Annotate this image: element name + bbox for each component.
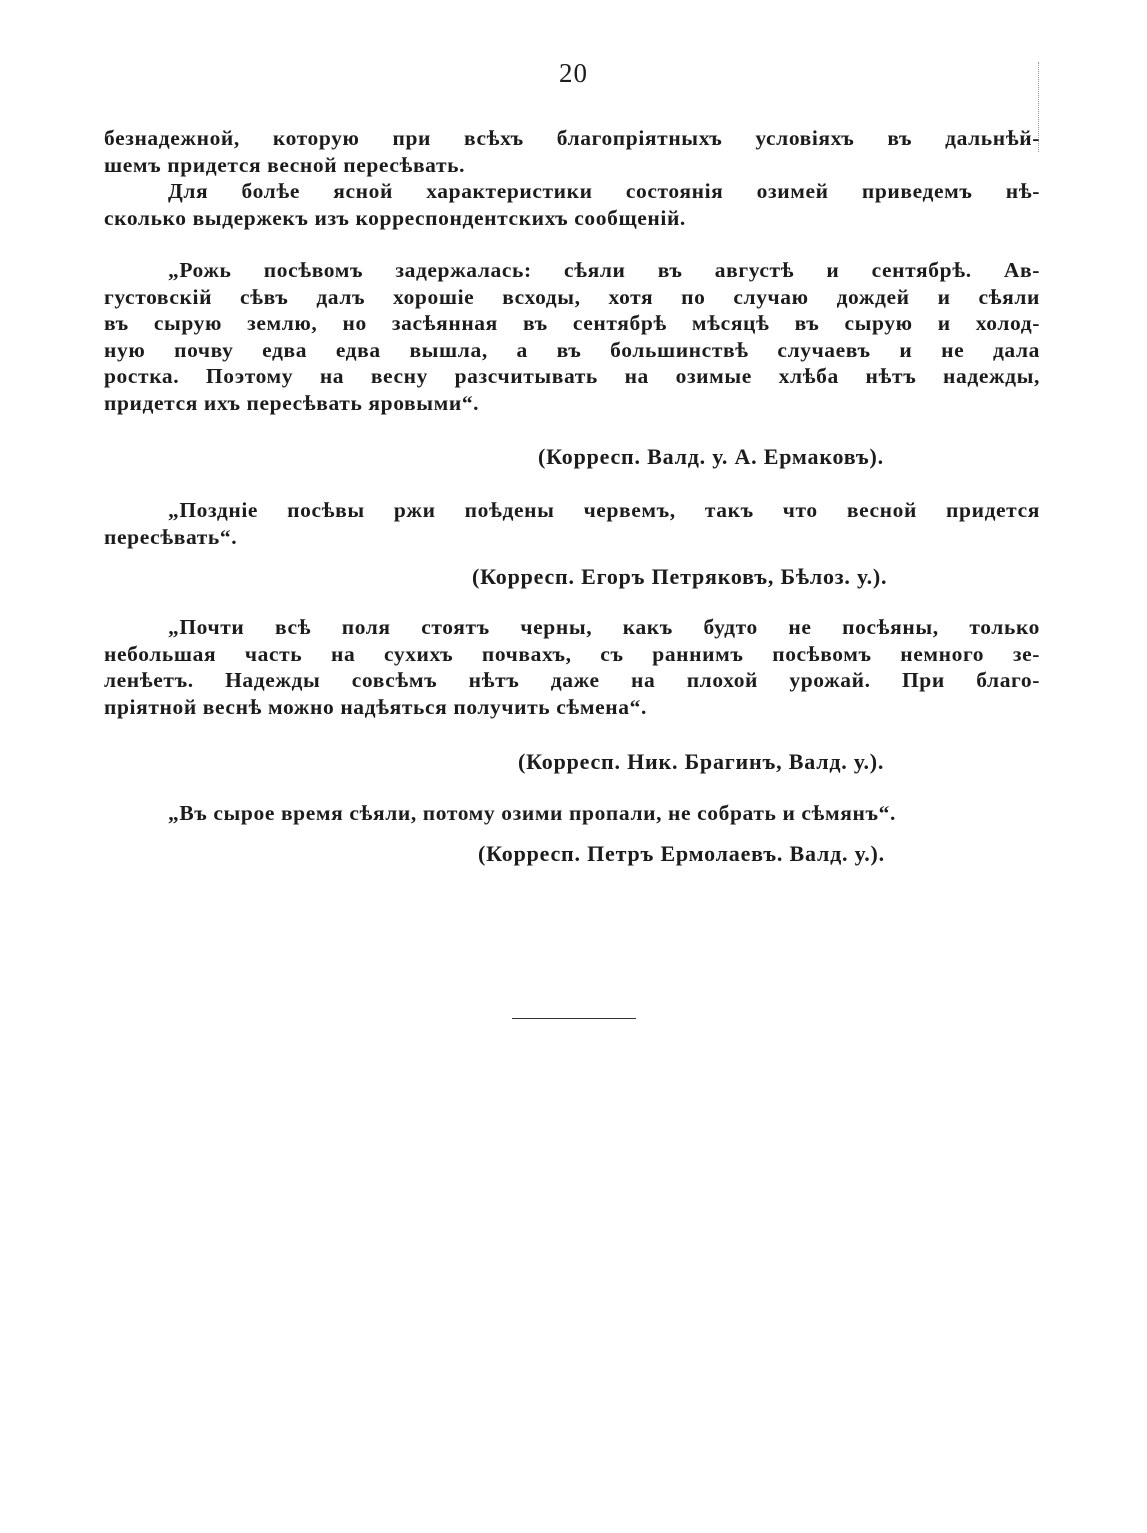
- text-line: придется ихъ пересѣвать яровыми“.: [104, 390, 480, 415]
- text-line: сколько выдержекъ изъ корреспондентскихъ сообщеній.: [104, 205, 686, 230]
- text-line: „Почти всѣ поля стоятъ черны, какъ будто не посѣяны, только: [168, 615, 1040, 639]
- text-line: пріятной веснѣ можно надѣяться получить сѣмена“.: [104, 694, 647, 719]
- quote-4: [104, 800, 1040, 827]
- quote-2: [104, 497, 1040, 550]
- intro-paragraphs: [104, 125, 1040, 231]
- quote-1: [104, 257, 1040, 417]
- text-line: густовскій сѣвъ далъ хорошіе всходы, хотя по случаю дождей и сѣяли: [104, 284, 1040, 309]
- text-line: шемъ придется весной пересѣвать.: [104, 152, 466, 177]
- text-line: небольшая часть на сухихъ почвахъ, съ раннимъ посѣвомъ немного зе-: [104, 641, 1040, 666]
- page-number: 20: [559, 58, 588, 88]
- text-line: ную почву едва едва вышла, а въ большинствѣ случаевъ и не дала: [104, 337, 1040, 362]
- section-divider: [512, 1018, 636, 1019]
- quote-2-signature: (Корресп. Егоръ Петряковъ, Бѣлоз. у.).: [472, 564, 888, 589]
- text-line: въ сырую землю, но засѣянная въ сентябрѣ мѣсяцѣ въ сырую и холод-: [104, 311, 1040, 336]
- text-line: „Рожь посѣвомъ задержалась: сѣяли въ августѣ и сентябрѣ. Ав-: [168, 258, 1040, 282]
- text-line: безнадежной, которую при всѣхъ благопріятныхъ условіяхъ въ дальнѣй-: [104, 126, 1040, 150]
- quote-3: [104, 614, 1040, 720]
- text-line: „Поздніе посѣвы ржи поѣдены червемъ, такъ что весной придется: [168, 498, 1040, 522]
- text-line: ростка. Поэтому на весну разсчитывать на озимые хлѣба нѣтъ надежды,: [104, 364, 1040, 389]
- quote-3-signature: (Корресп. Ник. Брагинъ, Валд. у.).: [518, 749, 885, 774]
- text-line: „Въ сырое время сѣяли, потому озими пропали, не собрать и сѣмянъ“.: [168, 801, 896, 825]
- text-line: Для болѣе ясной характеристики состоянія озимей приведемъ нѣ-: [168, 179, 1040, 204]
- quote-1-signature: (Корресп. Валд. у. А. Ермаковъ).: [538, 444, 884, 469]
- quote-4-signature: (Корресп. Петръ Ермолаевъ. Валд. у.).: [478, 841, 885, 866]
- text-line: пересѣвать“.: [104, 524, 238, 549]
- text-line: ленѣетъ. Надежды совсѣмъ нѣтъ даже на плохой урожай. При благо-: [104, 668, 1040, 693]
